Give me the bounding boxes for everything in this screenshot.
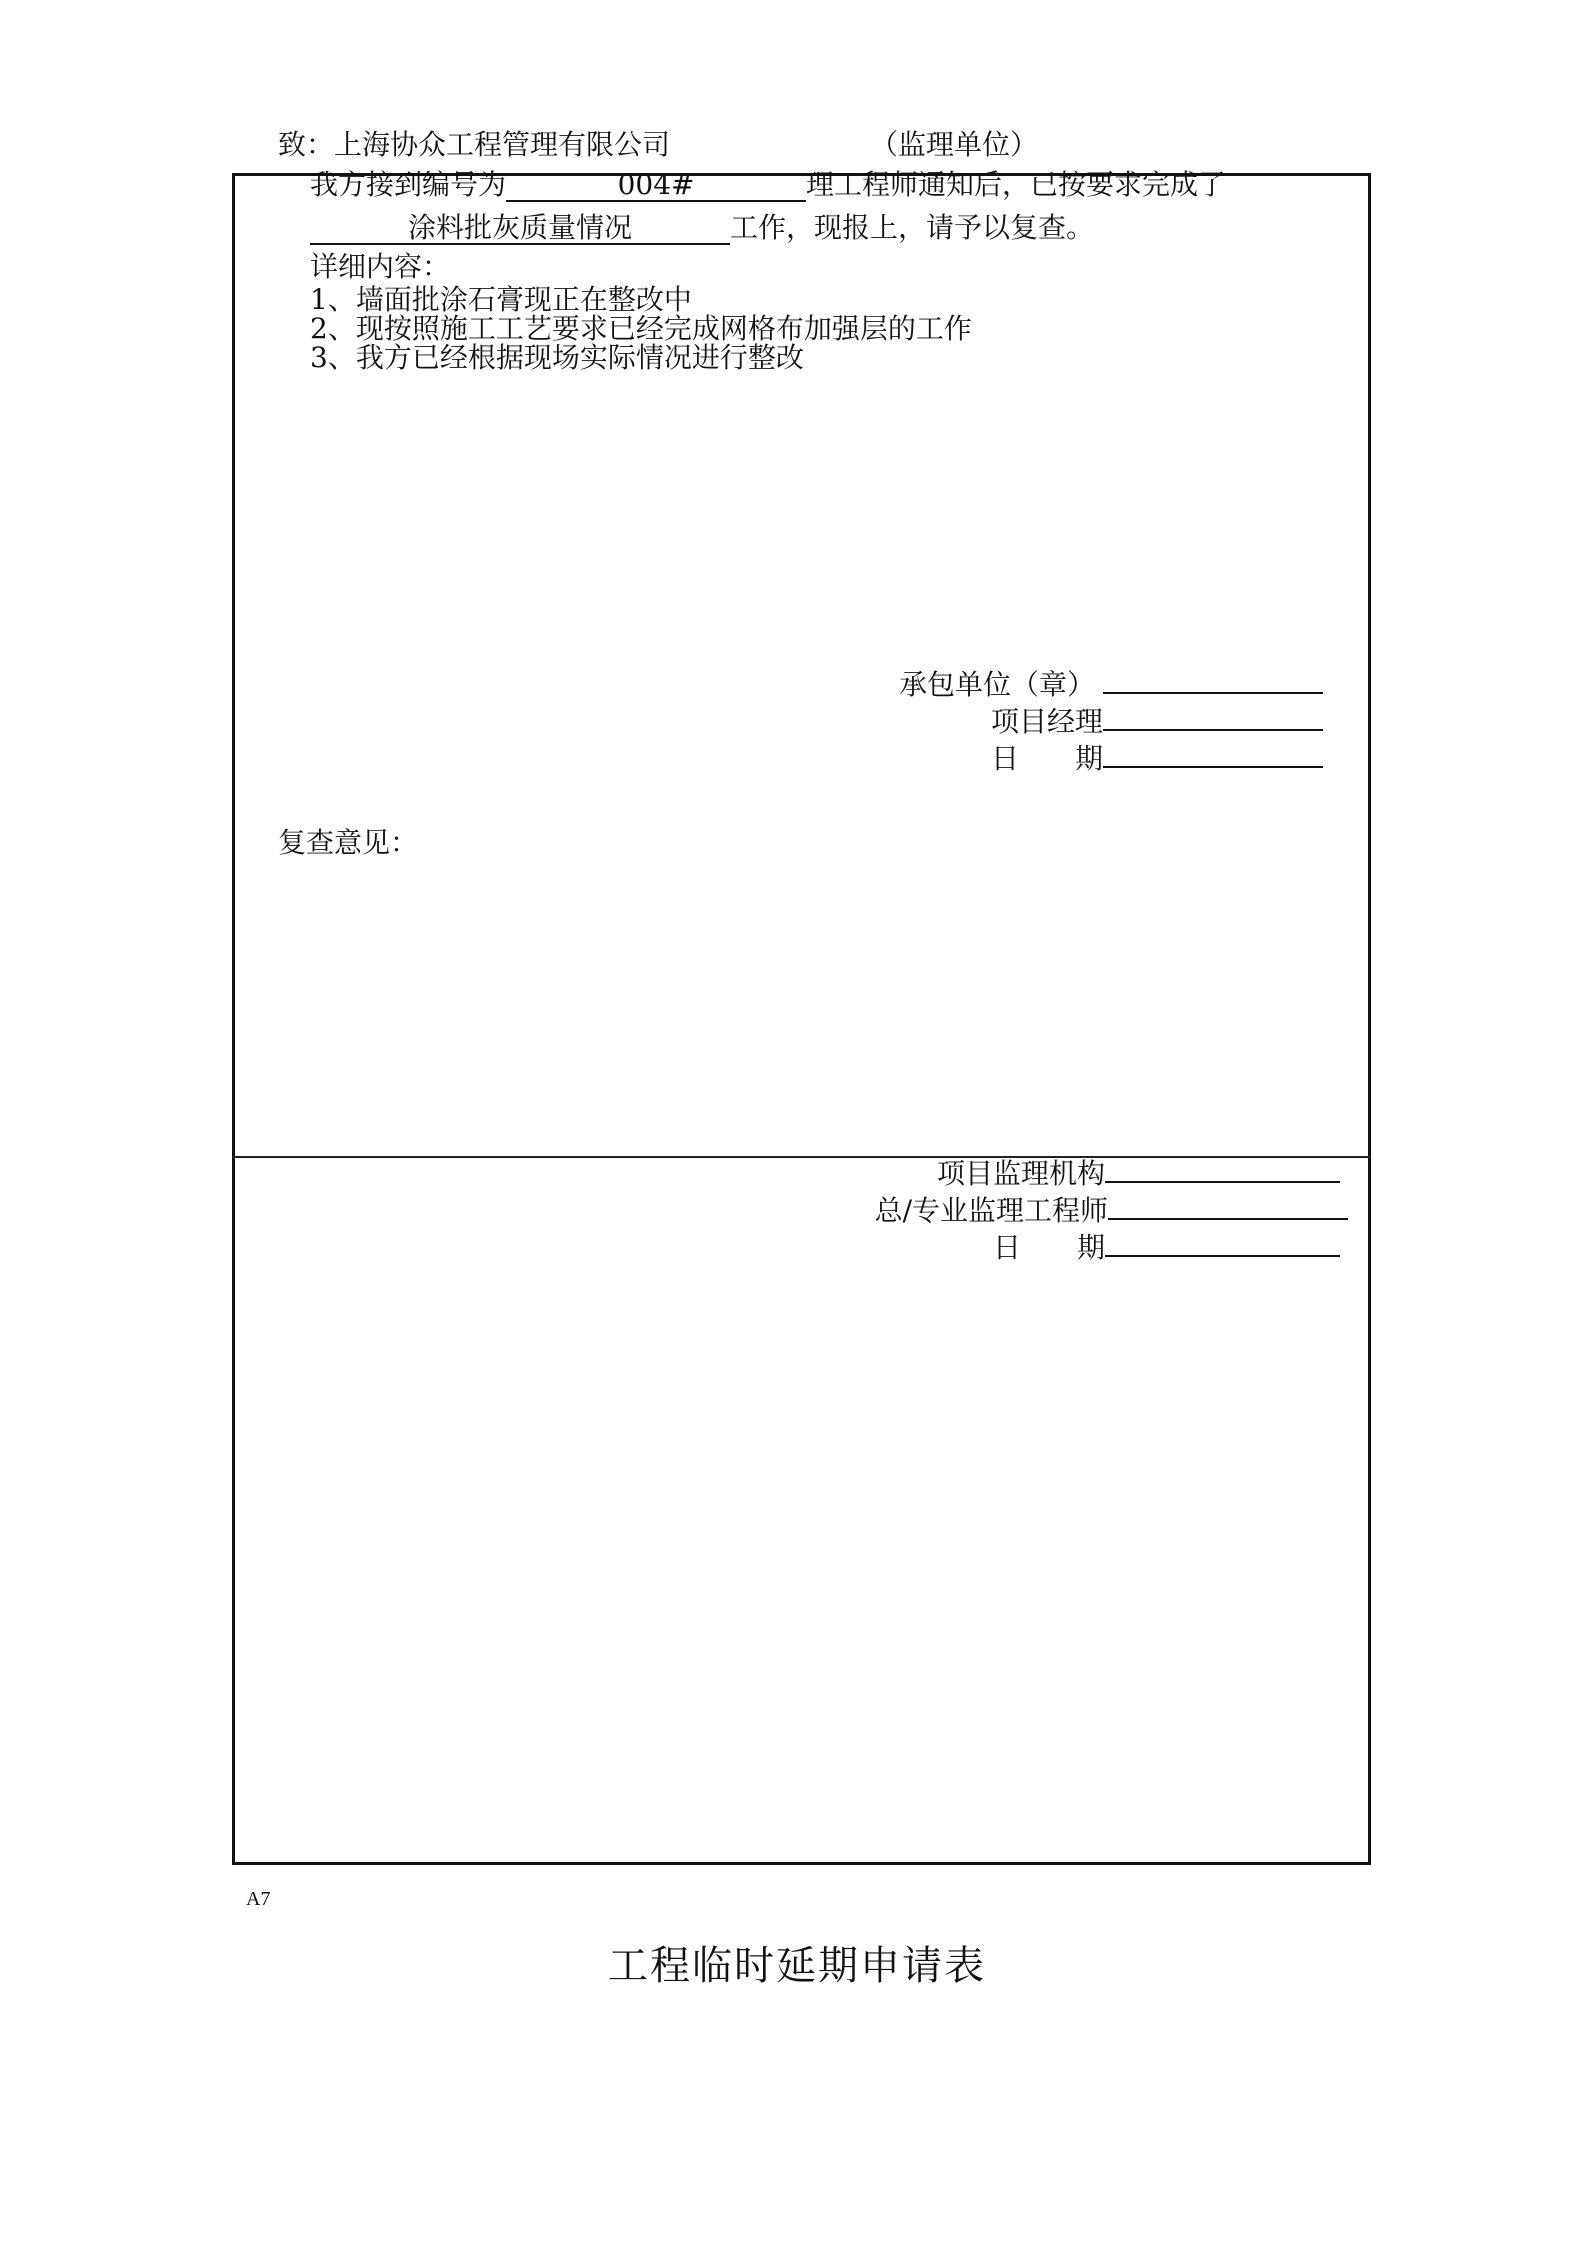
contractor-date-row: [991, 740, 1323, 776]
supervising-engineer-row: [875, 1192, 1348, 1228]
detail-item-3: 3、我方已经根据现场实际情况进行整改: [310, 341, 804, 374]
supervision-org-field[interactable]: [1105, 1155, 1340, 1183]
supervision-org-row: [937, 1155, 1340, 1191]
form-border: [232, 173, 1371, 1865]
supervision-date-row: [993, 1229, 1340, 1265]
project-manager-field[interactable]: [1103, 703, 1323, 731]
addressee-unit: （监理单位）: [870, 128, 1039, 161]
work-line: [310, 211, 1094, 245]
project-manager-row: [991, 703, 1323, 739]
notice-number-field[interactable]: 004#: [506, 170, 806, 202]
project-manager-label: 项目经理: [990, 705, 1103, 738]
supervision-date-label: 日 期: [992, 1231, 1105, 1264]
contractor-unit-row: [899, 666, 1323, 702]
supervision-date-field[interactable]: [1105, 1229, 1340, 1257]
supervising-engineer-label: 总/专业监理工程师: [874, 1194, 1108, 1227]
review-label: 复查意见：: [278, 826, 419, 859]
work-line-suffix: 工作，现报上，请予以复查。: [730, 211, 1095, 244]
page-title: 工程临时延期申请表: [608, 1943, 986, 1989]
contractor-unit-field[interactable]: [1103, 666, 1323, 694]
form-code: A7: [246, 1888, 271, 1910]
addressee-line: [278, 128, 670, 162]
supervision-org-label: 项目监理机构: [936, 1157, 1105, 1190]
detail-item-2: 2、现按照施工工艺要求已经完成网格布加强层的工作: [310, 312, 972, 345]
notice-line: [310, 168, 1226, 202]
supervising-engineer-field[interactable]: [1108, 1192, 1348, 1220]
addressee: 致：上海协众工程管理有限公司: [278, 128, 671, 161]
notice-line-suffix: 理工程师通知后，已按要求完成了: [806, 168, 1227, 201]
contractor-date-field[interactable]: [1103, 740, 1323, 768]
contractor-date-label: 日 期: [990, 742, 1103, 775]
notice-line-prefix: 我方接到编号为: [310, 168, 507, 201]
contractor-unit-label: 承包单位（章）: [898, 668, 1095, 701]
details-label: 详细内容：: [310, 250, 451, 283]
detail-item-1: 1、墙面批涂石膏现正在整改中: [310, 283, 692, 316]
work-item-field[interactable]: 涂料批灰质量情况: [310, 213, 730, 245]
